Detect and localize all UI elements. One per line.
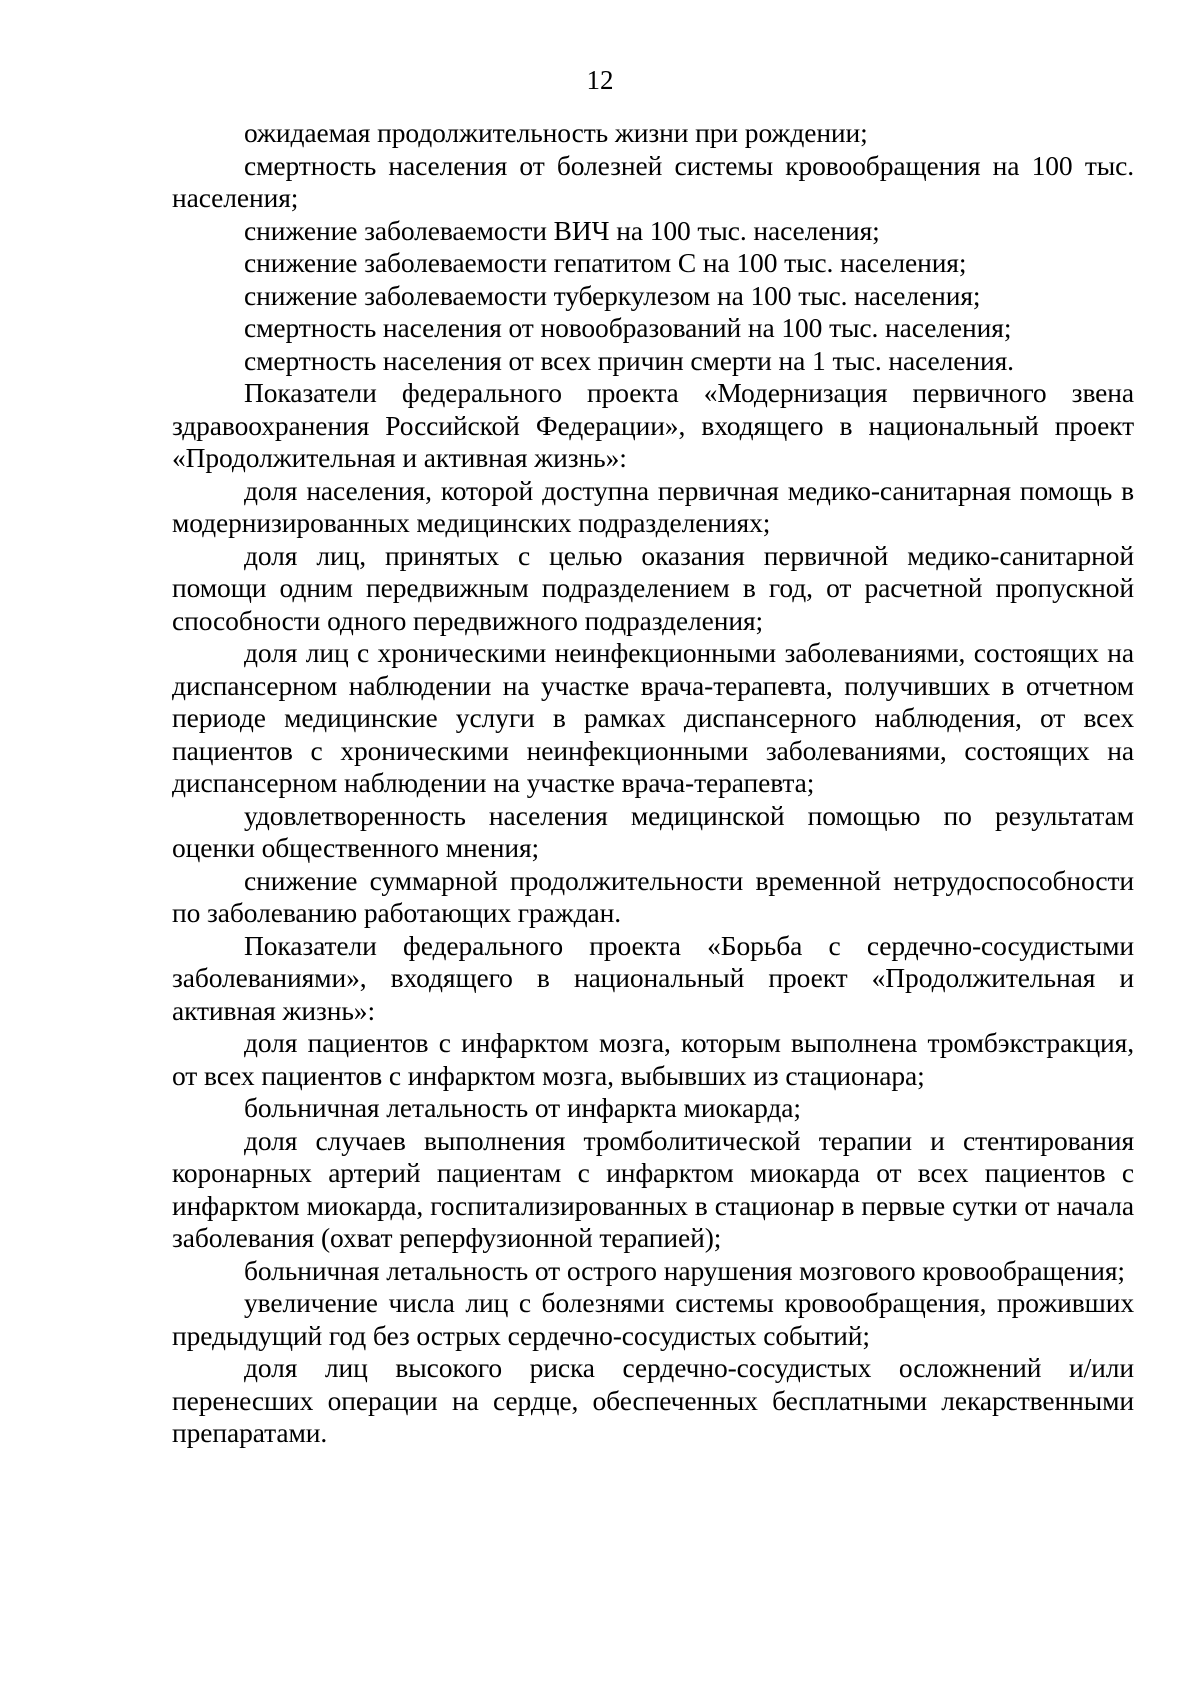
paragraph: доля лиц с хроническими неинфекционными заболеваниями, состоящих на диспансерном наблюдении на участке врача-терапевта, получивших в отчетном периоде медицинские услуги в рамках диспансерного наблюдения, от всех пациентов с хроническими неинфекционными заболеваниями, состоящих на диспансерном наблюдении на участке врача-терапевта; [172, 637, 1134, 798]
paragraph: снижение заболеваемости гепатитом С на 100 тыс. населения; [244, 247, 967, 278]
paragraph: увеличение числа лиц с болезнями системы кровообращения, проживших предыдущий год без острых сердечно-сосудистых событий; [172, 1287, 1134, 1351]
paragraph: доля случаев выполнения тромболитической терапии и стентирования коронарных артерий пациентам с инфарктом миокарда от всех пациентов с инфарктом миокарда, госпитализированных в стационар в первые сутки от начала заболевания (охват реперфузионной терапией); [172, 1124, 1134, 1253]
paragraph: снижение заболеваемости ВИЧ на 100 тыс. населения; [244, 214, 880, 246]
page-number: 12 [586, 65, 614, 95]
paragraph: доля населения, которой доступна первичная медико-санитарная помощь в модернизированных медицинских подразделениях; [172, 474, 1134, 538]
paragraph: доля лиц, принятых с целью оказания первичной медико-санитарной помощи одним передвижным подразделением в год, от расчетной пропускной способности одного передвижного подразделения; [172, 539, 1134, 636]
paragraph: доля пациентов с инфарктом мозга, которым выполнена тромбэкстракция, от всех пациентов с инфарктом мозга, выбывших из стационара; [172, 1027, 1134, 1091]
paragraph: больничная летальность от острого нарушения мозгового кровообращения; [244, 1254, 1125, 1286]
paragraph: удовлетворенность населения медицинской помощью по результатам оценки общественного мнения; [172, 799, 1134, 863]
body-text [172, 117, 1134, 1450]
paragraph: снижение заболеваемости туберкулезом на 100 тыс. населения; [244, 279, 981, 311]
section-heading-paragraph: Показатели федерального проекта «Борьба с сердечно-сосудистыми заболеваниями», входящего в национальный проект «Продолжительная и активная жизнь»: [172, 929, 1134, 1026]
paragraph: больничная летальность от инфаркта миокарда; [244, 1092, 801, 1123]
paragraph: снижение суммарной продолжительности временной нетрудоспособности по заболеванию работающих граждан. [172, 864, 1134, 928]
paragraph: ожидаемая продолжительность жизни при рождении; [244, 117, 868, 148]
paragraph: смертность населения от новообразований на 100 тыс. населения; [244, 312, 1012, 343]
paragraph: доля лиц высокого риска сердечно-сосудистых осложнений и/или перенесших операции на сердце, обеспеченных бесплатными лекарственными препаратами. [172, 1352, 1134, 1448]
section-heading-paragraph: Показатели федерального проекта «Модернизация первичного звена здравоохранения Российской Федерации», входящего в национальный проект «Продолжительная и активная жизнь»: [172, 377, 1134, 473]
paragraph: смертность населения от болезней системы кровообращения на 100 тыс. населения; [172, 149, 1134, 213]
paragraph: смертность населения от всех причин смерти на 1 тыс. населения. [244, 344, 1014, 376]
